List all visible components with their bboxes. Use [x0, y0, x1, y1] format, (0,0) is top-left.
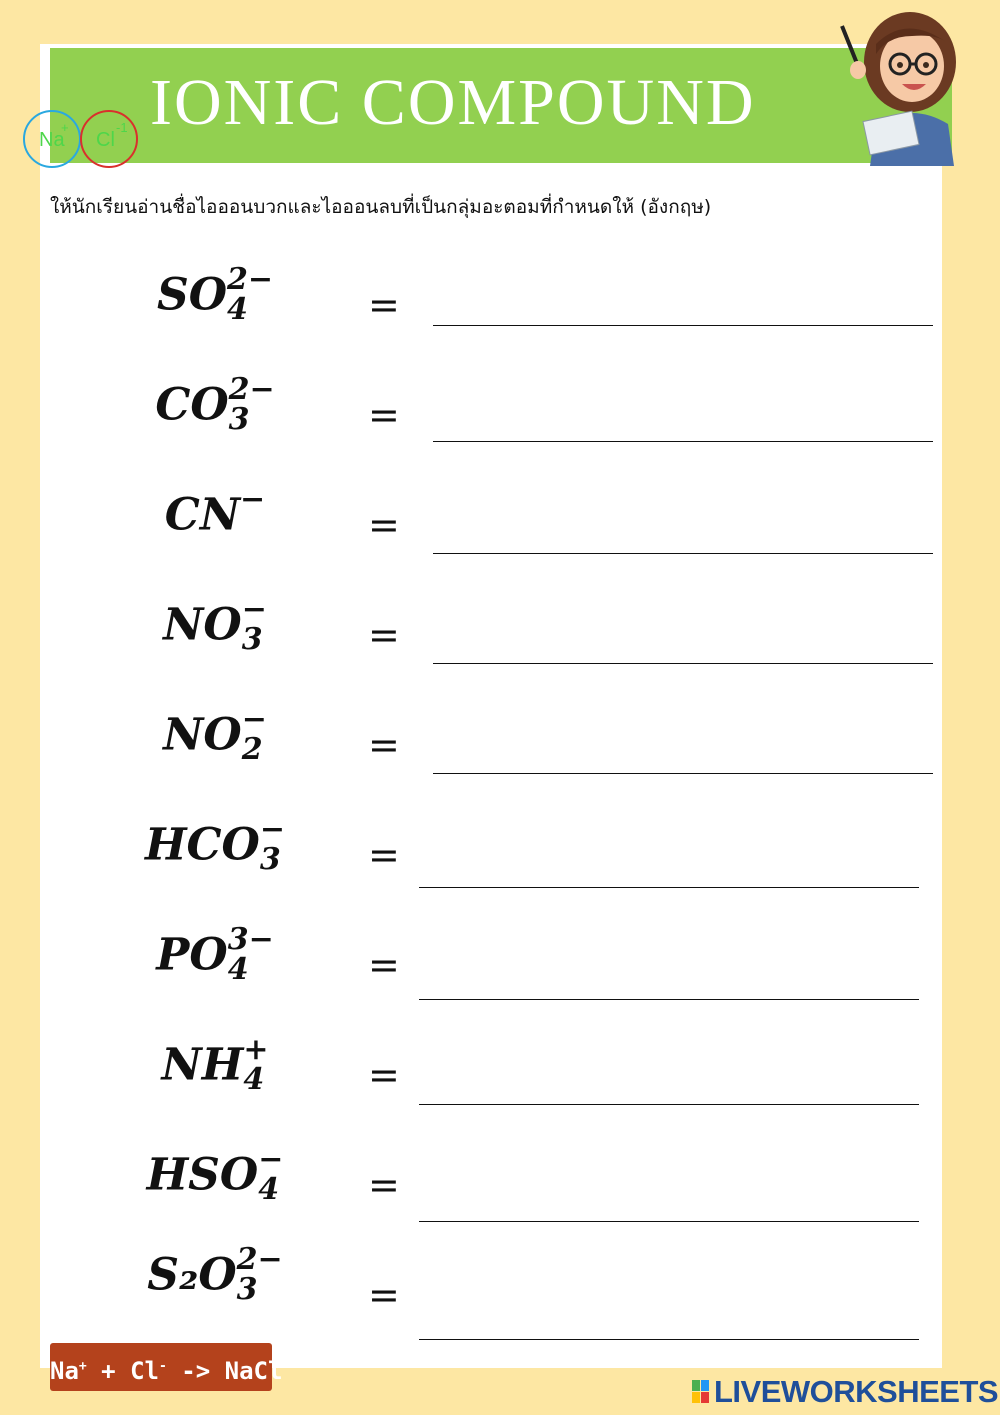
equals-sign: = — [368, 503, 400, 547]
answer-line[interactable] — [419, 1339, 919, 1340]
ion-subscript: 3 — [228, 402, 250, 437]
ion-charge: − — [241, 592, 267, 627]
ion-formula — [120, 812, 310, 877]
equals-sign: = — [368, 723, 400, 767]
ion-formula — [120, 1242, 310, 1307]
ion-formula-base: S₂O — [147, 1249, 237, 1301]
chloride-charge: -1 — [116, 120, 128, 135]
sodium-symbol: Na — [39, 129, 65, 151]
answer-line[interactable] — [419, 887, 919, 888]
ion-formula — [120, 482, 310, 545]
instruction-text: ให้นักเรียนอ่านชื่อไอออนบวกและไอออนลบที่เป็นกลุ่มอะตอมที่กำหนดให้ (อังกฤษ) — [50, 196, 712, 218]
answer-line[interactable] — [433, 325, 933, 326]
answer-line[interactable] — [419, 1104, 919, 1105]
ion-formula — [120, 1032, 310, 1097]
ion-formula-base: NH — [161, 1039, 244, 1091]
ion-formula-base: HSO — [146, 1149, 259, 1201]
ion-charge: − — [258, 1142, 284, 1177]
ion-formula-base: PO — [156, 929, 228, 981]
ion-charge: 2− — [228, 372, 275, 407]
ion-formula-base: SO — [156, 269, 228, 321]
ion-formula-base: HCO — [144, 819, 260, 871]
ion-formula-base: NO — [163, 599, 242, 651]
ion-subscript: 4 — [227, 952, 249, 987]
ion-subscript: 4 — [227, 292, 248, 327]
ion-charge: − — [259, 812, 286, 847]
ion-subscript — [240, 515, 265, 545]
answer-line[interactable] — [419, 1221, 919, 1222]
equals-sign: = — [368, 1163, 400, 1207]
ion-formula-base: NO — [163, 709, 242, 761]
sodium-charge: + — [61, 120, 69, 135]
teacher-illustration — [836, 4, 970, 166]
ion-charge: 3− — [227, 922, 274, 957]
ion-formula — [120, 702, 310, 767]
ion-subscript: 2 — [241, 732, 263, 767]
chloride-ion-circle — [80, 110, 138, 168]
nacl-equation-badge — [50, 1343, 283, 1391]
ion-subscript: 4 — [258, 1172, 280, 1207]
liveworksheets-logo-icon — [692, 1380, 710, 1404]
badge-cl: Cl — [130, 1357, 159, 1385]
answer-line[interactable] — [419, 999, 919, 1000]
ion-formula-base: CN — [164, 489, 241, 541]
chloride-symbol: Cl — [96, 129, 115, 151]
ion-formula — [120, 1142, 310, 1207]
ion-charge: − — [241, 702, 267, 737]
equals-sign: = — [368, 393, 400, 437]
ion-formula — [120, 262, 310, 327]
ion-formula — [120, 372, 310, 437]
liveworksheets-logo[interactable] — [692, 1372, 999, 1412]
equals-sign: = — [368, 1273, 400, 1317]
liveworksheets-logo-text: LIVEWORKSHEETS — [714, 1374, 999, 1409]
answer-line[interactable] — [433, 663, 933, 664]
sodium-ion-circle — [23, 110, 81, 168]
equals-sign: = — [368, 833, 400, 877]
ion-formula-base: CO — [155, 379, 229, 431]
answer-line[interactable] — [433, 441, 933, 442]
badge-plus: + — [86, 1357, 131, 1385]
ion-charge: − — [240, 482, 266, 517]
equals-sign: = — [368, 283, 400, 327]
ion-formula — [120, 922, 310, 987]
ion-subscript: 3 — [259, 842, 281, 877]
badge-na-charge: + — [78, 1359, 87, 1374]
ion-subscript: 3 — [236, 1272, 258, 1307]
badge-cl-charge: - — [159, 1359, 167, 1374]
equals-sign: = — [368, 613, 400, 657]
ion-charge: 2− — [236, 1242, 283, 1277]
answer-line[interactable] — [433, 553, 933, 554]
ion-subscript: 4 — [243, 1062, 265, 1097]
answer-line[interactable] — [433, 773, 933, 774]
page-title: IONIC COMPOUND — [150, 66, 756, 139]
equals-sign: = — [368, 943, 400, 987]
ion-subscript: 3 — [241, 622, 263, 657]
badge-na: Na — [50, 1357, 79, 1385]
equals-sign: = — [368, 1053, 400, 1097]
ion-formula — [120, 592, 310, 657]
badge-product: -> NaCl — [166, 1357, 283, 1385]
ion-charge: 2− — [227, 262, 274, 297]
ion-charge: + — [243, 1032, 269, 1067]
